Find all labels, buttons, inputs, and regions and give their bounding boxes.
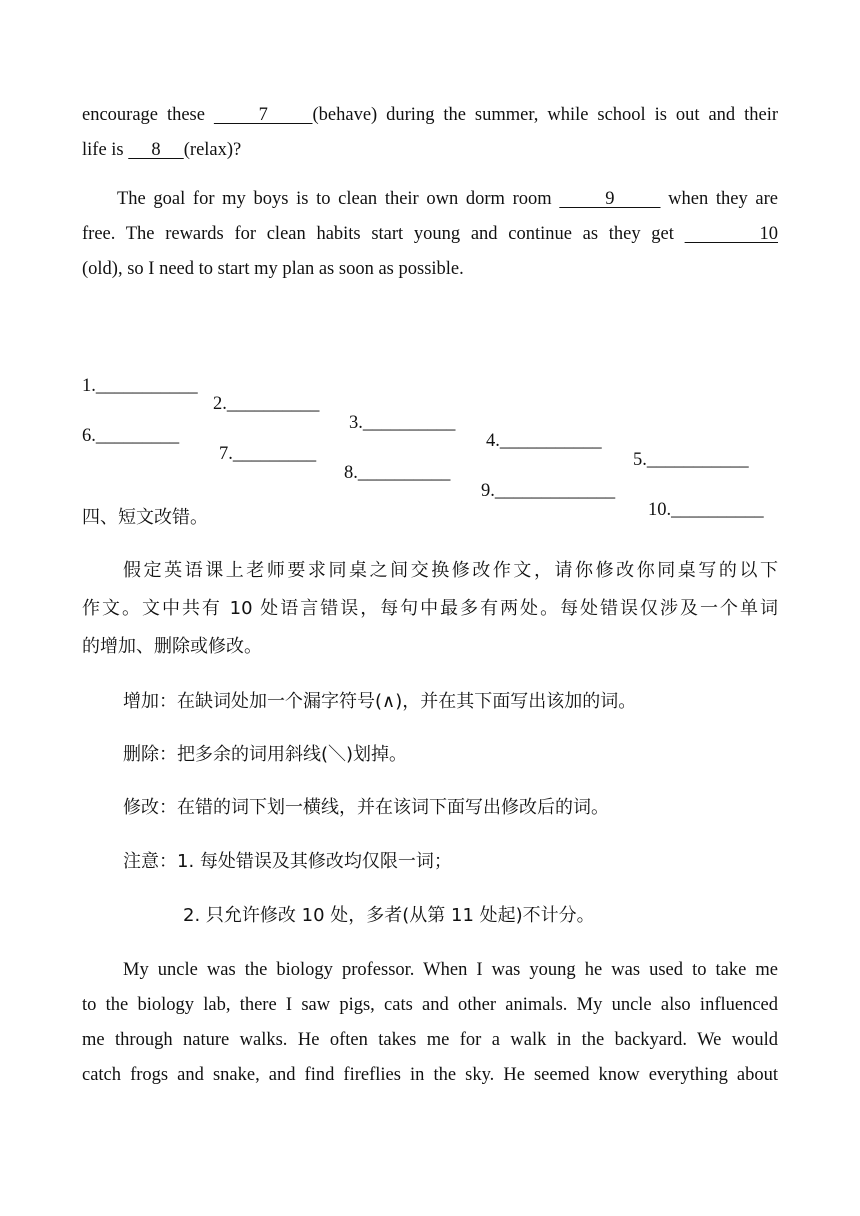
instructions-line-1: 假定英语课上老师要求同桌之间交换修改作文，请你修改你同桌写的以下 bbox=[123, 560, 778, 581]
instructions-line-2: 作文。文中共有 10 处语言错误，每句中最多有两处。每处错误仅涉及一个单词 bbox=[82, 598, 778, 619]
essay-line-2: to the biology lab, there I saw pigs, cats and other animals. My uncle also influenced bbox=[82, 995, 778, 1015]
passage-text: free. The rewards for clean habits start young and continue as they get bbox=[82, 224, 685, 244]
answer-blank-9[interactable]: 9._____________ bbox=[481, 481, 616, 501]
passage-text: (relax)? bbox=[183, 140, 242, 160]
passage-para2-line-1 bbox=[117, 190, 778, 209]
answer-blank-10[interactable]: 10.__________ bbox=[648, 499, 764, 520]
rule-note-2: 2. 只允许修改 10 处，多者(从第 11 处起)不计分。 bbox=[183, 905, 595, 926]
rule-delete: 删除：把多余的词用斜线(＼)划掉。 bbox=[123, 744, 408, 765]
passage-para2-line-2 bbox=[82, 225, 778, 244]
blank-8: 8 bbox=[128, 140, 184, 160]
essay-line-4: catch frogs and snake, and find fireflies in the sky. He seemed know everything about bbox=[82, 1065, 778, 1085]
passage-para2-line-3: (old), so I need to start my plan as soon as possible. bbox=[82, 259, 464, 279]
passage-line-1 bbox=[82, 106, 778, 125]
answer-blank-4[interactable]: 4.___________ bbox=[486, 431, 602, 451]
rule-modify: 修改：在错的词下划一横线，并在该词下面写出修改后的词。 bbox=[123, 797, 609, 818]
passage-text: (behave) during the summer, while school is out and their bbox=[312, 105, 778, 125]
answer-blank-1[interactable]: 1.___________ bbox=[82, 375, 198, 396]
essay-line-3: me through nature walks. He often takes me for a walk in the backyard. We would bbox=[82, 1030, 778, 1050]
instructions-line-3: 的增加、删除或修改。 bbox=[82, 636, 262, 657]
blank-10: 10 bbox=[684, 224, 779, 244]
answer-blank-8[interactable]: 8.__________ bbox=[344, 462, 451, 483]
rule-add: 增加：在缺词处加一个漏字符号(∧)，并在其下面写出该加的词。 bbox=[123, 691, 637, 712]
passage-line-2 bbox=[82, 141, 778, 160]
passage-text: The goal for my boys is to clean their own dorm room bbox=[117, 189, 560, 209]
answer-blank-3[interactable]: 3.__________ bbox=[349, 412, 456, 433]
answer-blank-2[interactable]: 2.__________ bbox=[213, 394, 320, 414]
blank-7: 7 bbox=[213, 105, 313, 125]
answer-blank-5[interactable]: 5.___________ bbox=[633, 449, 749, 470]
answer-blank-6[interactable]: 6._________ bbox=[82, 425, 180, 446]
section-heading: 四、短文改错。 bbox=[82, 507, 208, 528]
passage-text: life is bbox=[82, 140, 129, 160]
answer-blank-7[interactable]: 7._________ bbox=[219, 444, 317, 464]
passage-text: encourage these bbox=[82, 105, 214, 125]
blank-9: 9 bbox=[559, 189, 661, 209]
rule-note-1: 注意：1. 每处错误及其修改均仅限一词； bbox=[123, 851, 452, 872]
passage-text: when they are bbox=[660, 189, 779, 209]
essay-line-1: My uncle was the biology professor. When I was young he was used to take me bbox=[123, 960, 778, 980]
